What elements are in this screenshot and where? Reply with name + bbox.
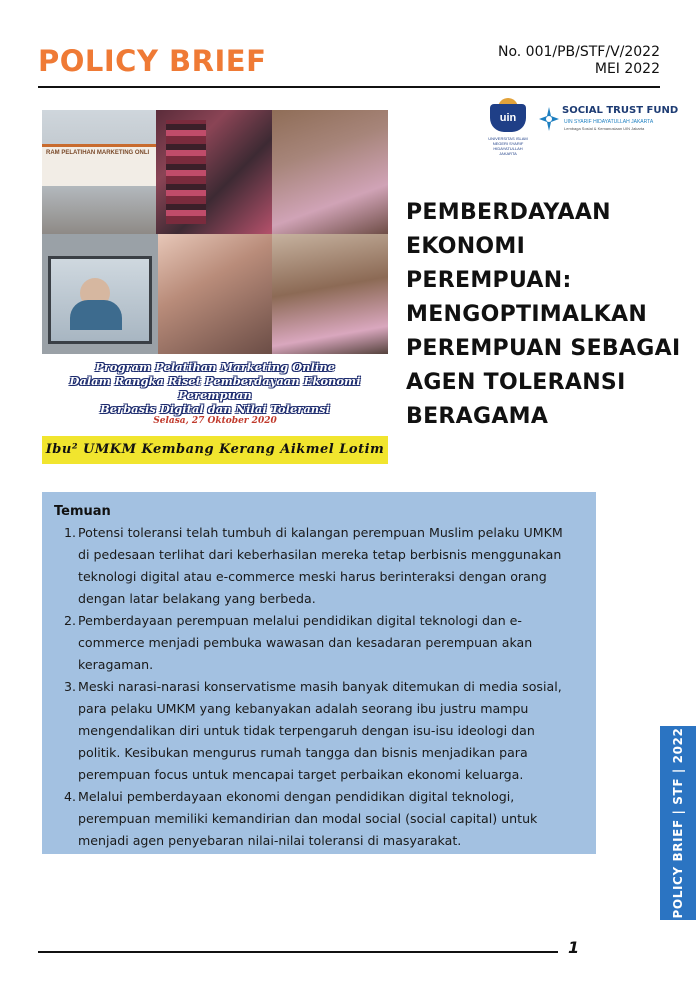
stf-subtitle: UIN SYARIF HIDAYATULLAH JAKARTA <box>564 119 654 125</box>
footer-divider <box>38 951 558 953</box>
title-line: BERAGAMA <box>406 404 549 429</box>
finding-line: dengan latar belakang yang berbeda. <box>78 591 316 606</box>
finding-line: Melalui pemberdayaan ekonomi dengan pendidikan digital teknologi, <box>78 789 515 804</box>
social-trust-fund-logo <box>538 102 679 140</box>
workshop-photo <box>272 234 388 354</box>
page-number: 1 <box>568 938 580 957</box>
document-date: MEI 2022 <box>594 61 660 77</box>
finding-line: perempuan memiliki kemandirian dan modal social (social capital) untuk <box>78 811 538 826</box>
banner-text: RAM PELATIHAN MARKETING ONLI <box>46 150 150 156</box>
training-banner-photo <box>42 110 156 234</box>
header-divider <box>38 86 660 88</box>
finding-number: 4. <box>64 789 77 804</box>
stf-description: Lembaga Sosial & Kemanusiaan UIN Jakarta <box>564 126 645 131</box>
training-banner <box>42 144 156 186</box>
finding-line: Pemberdayaan perempuan melalui pendidikan digital teknologi dan e- <box>78 613 522 628</box>
title-line: AGEN TOLERANSI <box>406 370 626 395</box>
uin-shield-icon: uin <box>490 104 526 132</box>
finding-line: menjadi agen penyebaran nilai-nilai toleransi di masyarakat. <box>78 833 462 848</box>
finding-line: perempuan focus untuk mencapai target perbaikan ekonomi keluarga. <box>78 767 524 782</box>
speaker-body <box>70 300 122 330</box>
uin-subtitle: UNIVERSITAS ISLAM NEGERI SYARIF HIDAYATULLAH JAKARTA <box>488 136 528 156</box>
finding-number: 2. <box>64 613 77 628</box>
finding-item <box>54 522 580 610</box>
finding-item <box>54 610 580 676</box>
stf-star-icon <box>538 106 560 132</box>
collage-caption <box>42 360 388 416</box>
collage-date: Selasa, 27 Oktober 2020 <box>153 416 277 426</box>
side-tab-label: POLICY BRIEF | STF | 2022 <box>671 727 685 919</box>
caption-line: Berbasis Digital dan Nilai Toleransi <box>99 402 331 416</box>
stf-name: SOCIAL TRUST FUND <box>562 105 679 116</box>
title-line: PEREMPUAN: <box>406 268 572 293</box>
findings-list <box>54 522 580 852</box>
uin-logo <box>486 98 530 156</box>
title-line: EKONOMI <box>406 234 526 259</box>
group-session-photo <box>272 110 388 234</box>
finding-item <box>54 676 580 786</box>
document-number: No. 001/PB/STF/V/2022 <box>497 44 660 60</box>
finding-number: 1. <box>64 525 77 540</box>
finding-line: para pelaku UMKM yang kebanyakan adalah seorang ibu justru mampu <box>78 701 529 716</box>
caption-line: Dalam Rangka Riset Pemberdayaan Ekonomi Perempuan <box>69 374 361 402</box>
fabric-rack <box>166 120 206 224</box>
caption-line: Program Pelatihan Marketing Online <box>95 360 335 374</box>
side-tab <box>660 726 696 920</box>
finding-line: politik. Kesibukan mengurus rumah tangga dan bisnis menjadikan para <box>78 745 528 760</box>
findings-heading: Temuan <box>54 504 111 519</box>
finding-line: Meski narasi-narasi konservatisme masih banyak ditemukan di media sosial, <box>78 679 562 694</box>
finding-line: mengendalikan diri untuk tidak terpengaruh dengan isu-isu ideologi dan <box>78 723 535 738</box>
participants-photo <box>158 234 272 354</box>
online-speaker-photo <box>42 234 158 354</box>
photo-collage <box>42 110 388 464</box>
finding-line: di pedesaan terlihat dari keberhasilan mereka tetap berbisnis menggunakan <box>78 547 562 562</box>
title-line: PEREMPUAN SEBAGAI <box>406 336 681 361</box>
document-info <box>498 44 660 78</box>
finding-line: keragaman. <box>78 657 154 672</box>
brand-title: POLICY BRIEF <box>38 44 267 78</box>
findings-box <box>42 492 596 854</box>
document-title <box>406 196 681 434</box>
title-line: MENGOPTIMALKAN <box>406 302 648 327</box>
collage-group-label: Ibu² UMKM Kembang Kerang Aikmel Lotim <box>42 436 388 464</box>
finding-line: commerce menjadi pembuka wawasan dan kesadaran perempuan akan <box>78 635 533 650</box>
finding-line: teknologi digital atau e-commerce meski harus berinteraksi dengan orang <box>78 569 547 584</box>
fabric-display-photo <box>156 110 272 234</box>
finding-number: 3. <box>64 679 77 694</box>
title-line: PEMBERDAYAAN <box>406 200 611 225</box>
finding-item <box>54 786 580 852</box>
finding-line: Potensi toleransi telah tumbuh di kalangan perempuan Muslim pelaku UMKM <box>78 525 563 540</box>
